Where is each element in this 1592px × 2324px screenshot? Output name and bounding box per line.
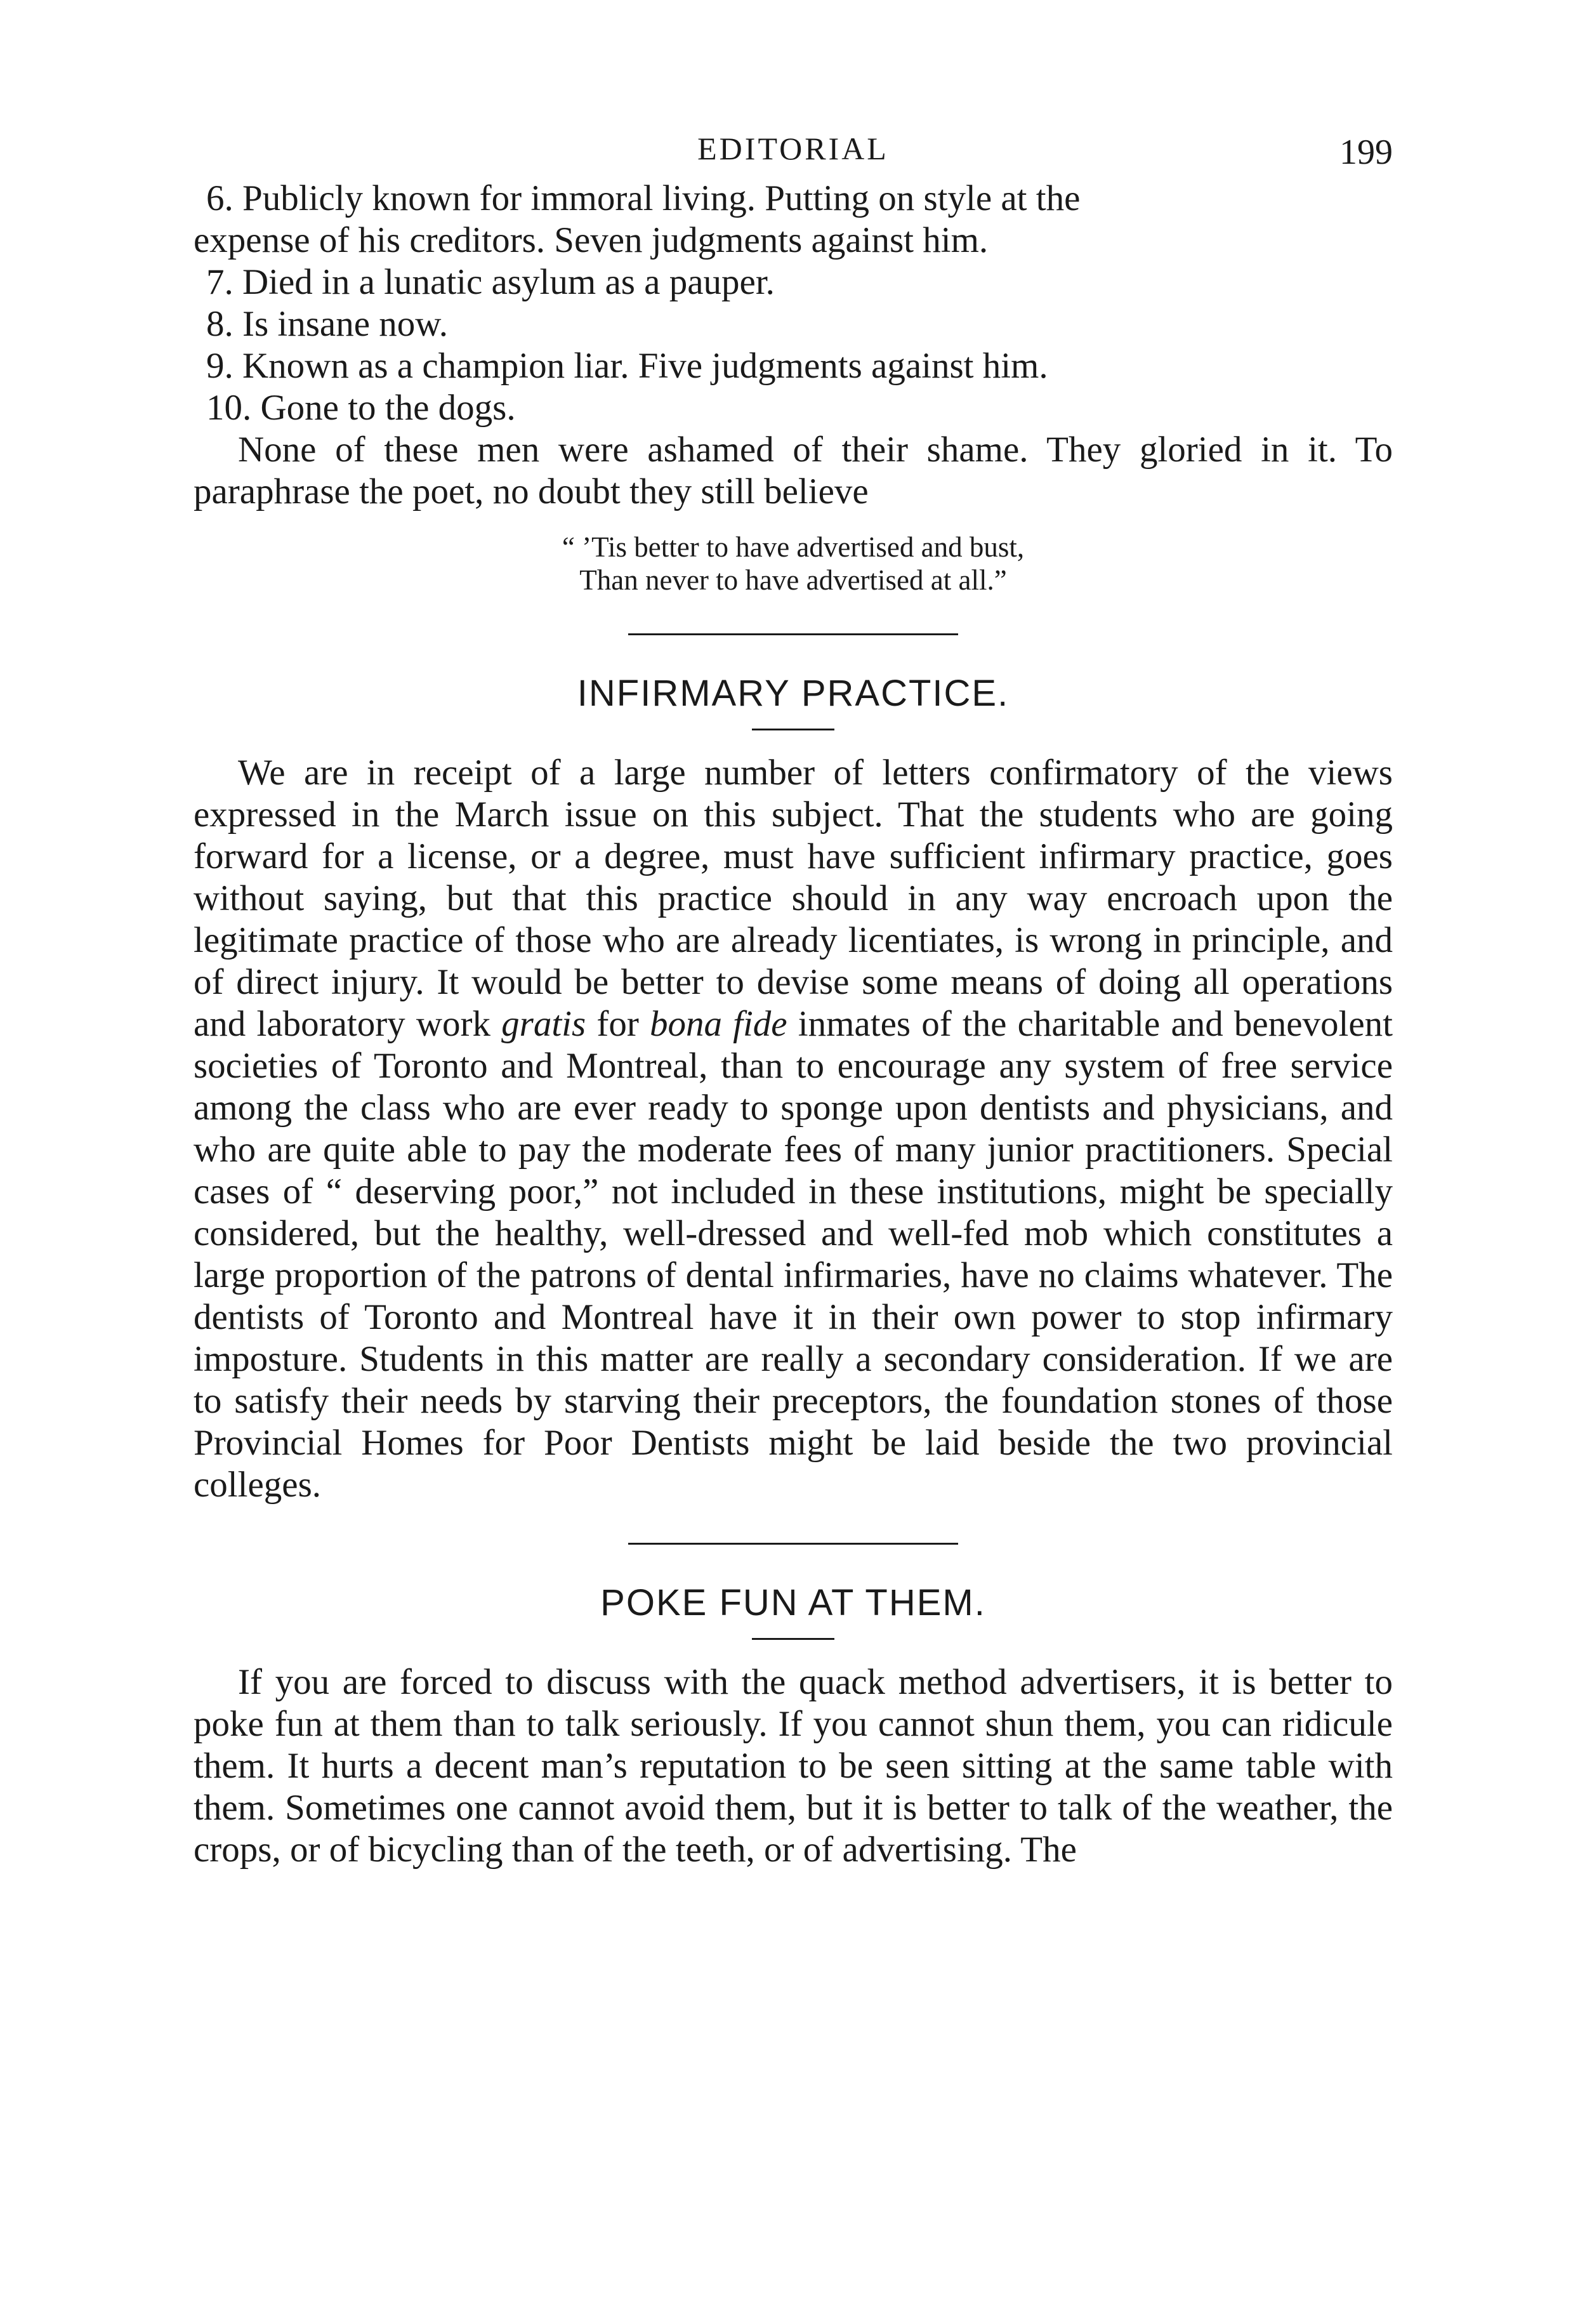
verse-quote: [194, 531, 1393, 597]
verse-line-2: Than never to have advertised at all.”: [579, 564, 1007, 596]
page-number: 199: [1339, 133, 1393, 172]
closing-paragraph: None of these men were ashamed of their shame. They gloried in it. To paraphrase the poet, no doubt they still believe: [194, 430, 1393, 512]
paragraph-text-part-1: We are in receipt of a large number of letters confirmatory of the views expressed in the March issue on this subject. That the students who are going forward for a license, or a degree, must have sufficient infirmary practice, goes without saying, but that this practice should in any way encroach upon the legitimate practice of those who are already licentiates, is wrong in principle, and of direct injury. It would be better to devise some means of doing all operations and laboratory work: [194, 753, 1393, 1044]
section-heading-infirmary-practice: INFIRMARY PRACTICE.: [577, 673, 1010, 714]
section-divider-rule-2: [628, 1543, 958, 1545]
numbered-list: [194, 178, 1393, 429]
paragraph-text-part-3: inmates of the charitable and benevolent societies of Toronto and Montreal, than to encourage any system of free service among the class who are ever ready to sponge upon dentists and physicians, and who are quite able to pay the moderate fees of many junior practitioners. Special cases of “ deserving poor,” not included in these institutions, might be specially considered, but the healthy, well-dressed and well-fed mob which constitutes a large proportion of the patrons of dental infirmaries, have no claims whatever. The dentists of Toronto and Montreal have it in their own power to stop infirmary imposture. Students in this matter are really a secondary consideration. If we are to satisfy their needs by starving their preceptors, the foundation stones of those Provincial Homes for Poor Dentists might be laid beside the two provincial colleges.: [194, 1004, 1393, 1505]
heading-underline-rule: [752, 729, 834, 730]
running-head: [194, 121, 1393, 178]
page: [194, 121, 1393, 1871]
list-item-9: 9. Known as a champion liar. Five judgments against him.: [206, 346, 1048, 386]
section-divider-rule: [628, 633, 958, 635]
list-item-7: 7. Died in a lunatic asylum as a pauper.: [206, 262, 775, 302]
list-item-10: 10. Gone to the dogs.: [206, 388, 516, 428]
verse-line-1: “ ’Tis better to have advertised and bust,: [562, 531, 1025, 563]
list-item-6-continued: expense of his creditors. Seven judgments against him.: [194, 220, 989, 260]
heading-underline-rule-2: [752, 1638, 834, 1640]
list-item-6: 6. Publicly known for immoral living. Putting on style at the: [206, 178, 1081, 218]
list-item-8: 8. Is insane now.: [206, 304, 448, 344]
running-title: EDITORIAL: [697, 131, 889, 166]
section-heading-poke-fun: POKE FUN AT THEM.: [600, 1582, 986, 1623]
italic-term-bona-fide: bona fide: [649, 1004, 787, 1044]
infirmary-practice-paragraph: [194, 752, 1393, 1506]
poke-fun-paragraph: If you are forced to discuss with the quack method advertisers, it is better to poke fun at them than to talk seriously. If you cannot shun them, you can ridicule them. It hurts a decent man’s reputation to be seen sitting at the same table with them. Sometimes one cannot avoid them, but it is better to talk of the weather, the crops, or of bicycling than of the teeth, or of advertising. The: [194, 1662, 1393, 1870]
paragraph-text-part-2: for: [586, 1004, 650, 1044]
italic-term-gratis: gratis: [501, 1004, 586, 1044]
